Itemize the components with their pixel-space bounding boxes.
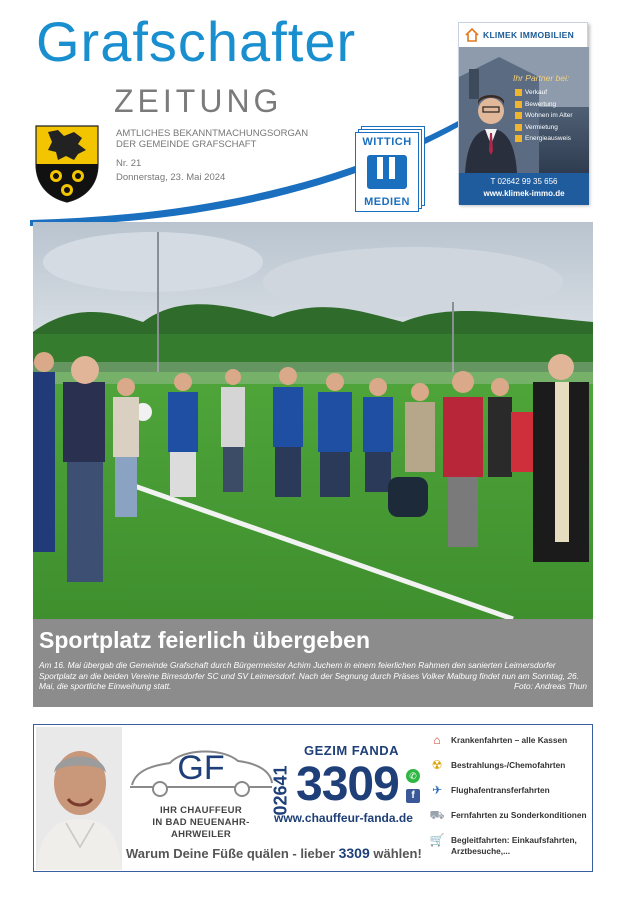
klimek-website-link[interactable]: www.klimek-immo.de <box>483 189 565 198</box>
sportplatz-photo <box>33 222 593 619</box>
klimek-service <box>515 87 587 99</box>
agent-portrait <box>463 91 519 173</box>
house-bullet-icon <box>515 101 522 108</box>
logo-word-wittich: WITTICH <box>362 136 412 148</box>
wittich-mark-icon <box>367 155 407 189</box>
chauffeur-service <box>428 833 592 858</box>
klimek-service <box>515 110 587 122</box>
chauffeur-service <box>428 733 592 758</box>
wittich-medien-logo <box>355 126 423 210</box>
klimek-partner-label: Ihr Partner bei: <box>513 73 570 83</box>
chauffeur-service-label: Flughafentransferfahrten <box>451 785 550 795</box>
house-bullet-icon <box>515 135 522 142</box>
chauffeur-name: GEZIM FANDA <box>304 743 400 758</box>
klimek-contact <box>459 173 589 205</box>
chauffeur-slogan-1: IHR CHAUFFEUR <box>159 805 242 816</box>
klimek-immobilien-ad[interactable] <box>458 22 588 204</box>
article-headline-box <box>33 619 593 707</box>
coat-of-arms-icon <box>34 124 100 204</box>
klimek-service <box>515 133 587 145</box>
chauffeur-service-label: Fernfahrten zu Sonderkonditionen <box>451 810 587 820</box>
house-icon: ⌂ <box>433 733 441 747</box>
newspaper-title: Grafschafter <box>36 10 357 73</box>
house-bullet-icon <box>515 124 522 131</box>
newspaper-subtitle: ZEITUNG <box>114 83 283 119</box>
photo-credit: Foto: Andreas Thun <box>513 681 587 691</box>
tagline-suffix: wählen! <box>369 846 422 861</box>
klimek-service-list <box>515 87 587 145</box>
chauffeur-portrait <box>36 727 122 870</box>
chauffeur-fanda-ad[interactable] <box>33 724 593 872</box>
tagline-prefix: Warum Deine Füße quälen - lieber <box>126 846 339 861</box>
radiation-icon: ☢ <box>431 758 443 772</box>
official-line-1: AMTLICHES BEKANNTMACHUNGSORGAN <box>116 128 309 139</box>
klimek-header <box>459 23 587 47</box>
article-caption: Am 16. Mai übergab die Gemeinde Grafschaft durch Bürgermeister Achim Juchem in einem feierlichen Rahmen den sanierten Leimersdorfer Sportplatz an die beiden Vereine Birresdorfer SC und SV Leimersdorf. Nach der Segnung durch Präses Volker Malburg findet nun am Sonntag, 26. Mai, die sportliche Einweihung statt. <box>39 660 579 691</box>
chauffeur-slogan-2: IN BAD NEUENAHR-AHRWEILER <box>152 817 250 840</box>
chauffeur-tagline <box>126 845 422 861</box>
chauffeur-website-link[interactable]: www.chauffeur-fanda.de <box>274 811 413 825</box>
chauffeur-service <box>428 783 592 808</box>
car-icon: ⛟ <box>429 808 445 822</box>
klimek-service-label: Vermietung <box>525 123 558 131</box>
klimek-photo <box>459 47 589 173</box>
logo-word-medien: MEDIEN <box>364 196 410 208</box>
house-bullet-icon <box>515 112 522 119</box>
gf-car-logo-icon <box>126 735 276 803</box>
airplane-icon: ✈ <box>431 783 443 797</box>
klimek-service-label: Bewertung <box>525 100 557 108</box>
area-code-text: 02641 <box>270 764 291 816</box>
chauffeur-photo <box>36 727 122 870</box>
issue-date: Donnerstag, 23. Mai 2024 <box>116 172 226 183</box>
issue-number: Nr. 21 <box>116 158 142 169</box>
house-bullet-icon <box>515 89 522 96</box>
klimek-service <box>515 122 587 134</box>
photo-scene <box>33 222 593 619</box>
article-headline: Sportplatz feierlich übergeben <box>39 627 370 653</box>
klimek-phone[interactable]: T 02642 99 35 656 <box>490 177 558 186</box>
official-line-2: DER GEMEINDE GRAFSCHAFT <box>116 139 257 150</box>
klimek-service-label: Verkauf <box>525 89 548 97</box>
klimek-service-label: Energieausweis <box>525 135 571 143</box>
house-icon <box>465 28 479 42</box>
official-organ-line <box>116 128 336 150</box>
chauffeur-service-list <box>428 733 592 858</box>
klimek-service-label: Wohnen im Alter <box>525 112 573 120</box>
chauffeur-service <box>428 758 592 783</box>
chauffeur-service-label: Begleitfahrten: Einkaufsfahrten, Arztbesuche,... <box>451 835 577 856</box>
whatsapp-icon[interactable]: ✆ <box>406 769 420 783</box>
phone-number[interactable]: 3309 <box>296 758 399 811</box>
chauffeur-service <box>428 808 592 833</box>
gf-logo-text: GF <box>177 749 225 787</box>
chauffeur-service-label: Bestrahlungs-/Chemofahrten <box>451 760 566 770</box>
klimek-service <box>515 99 587 111</box>
klimek-name: KLIMEK IMMOBILIEN <box>483 30 575 40</box>
chauffeur-service-label: Krankenfahrten – alle Kassen <box>451 735 568 745</box>
logo-card-front <box>355 132 419 212</box>
tagline-number: 3309 <box>338 845 370 861</box>
cart-icon: 🛒 <box>429 833 445 847</box>
facebook-icon[interactable]: f <box>406 789 420 803</box>
